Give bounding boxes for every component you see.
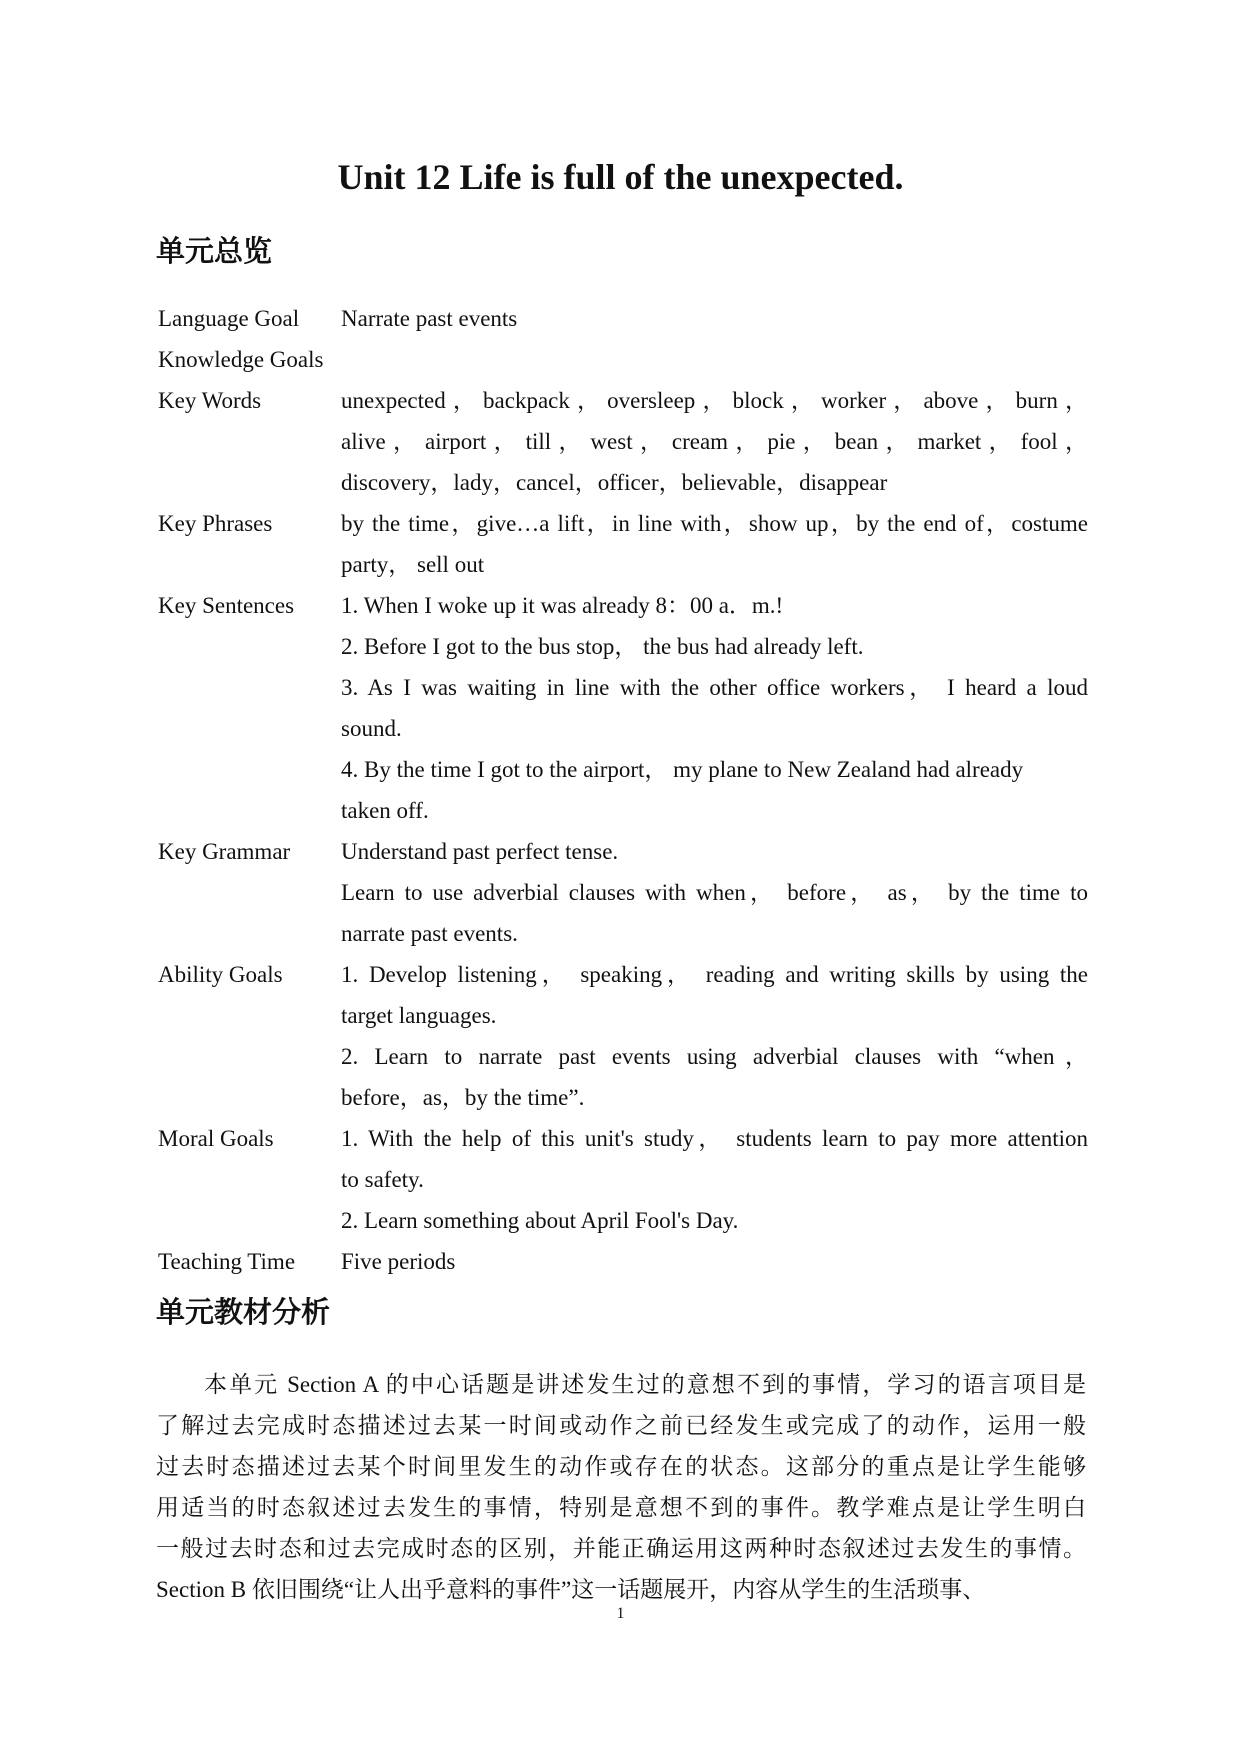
paragraph-line: 一般过去时态和过去完成时态的区别，并能正确运用这两种时态叙述过去发生的事情。	[156, 1536, 1086, 1561]
goal-value	[341, 503, 1088, 585]
goal-label: Key Phrases	[158, 511, 273, 536]
goal-line: sound.	[341, 716, 402, 741]
goal-line: 1. With the help of this unit's study， students learn to pay more attention	[341, 1126, 1088, 1151]
goal-value	[341, 831, 1088, 954]
goal-line: 4. By the time I got to the airport， my plane to New Zealand had already	[341, 757, 1024, 782]
goal-line: Five periods	[341, 1249, 456, 1274]
goal-line: target languages.	[341, 1003, 497, 1028]
goal-row	[158, 298, 1088, 339]
goal-line: by the time，give…a lift，in line with，show up，by the end of，costume	[341, 511, 1088, 536]
goal-row	[158, 831, 1088, 954]
goal-label: Moral Goals	[158, 1126, 274, 1151]
paragraph-line: Section B 依旧围绕“让人出乎意料的事件”这一话题展开，内容从学生的生活琐事、	[156, 1577, 986, 1602]
goal-label: Ability Goals	[158, 962, 283, 987]
goal-line: to safety.	[341, 1167, 424, 1192]
goal-line: 2. Learn to narrate past events using adverbial clauses with “when，	[341, 1044, 1088, 1069]
goal-line: Learn to use adverbial clauses with when， before， as， by the time to	[341, 880, 1088, 905]
goal-line: Narrate past events	[341, 306, 518, 331]
goal-value	[341, 1241, 1088, 1282]
goal-line: 1. When I woke up it was already 8：00 a．m.!	[341, 593, 784, 618]
section-heading-analysis: 单元教材分析	[156, 1295, 331, 1329]
goal-label: Key Sentences	[158, 593, 295, 618]
goal-label: Teaching Time	[158, 1249, 296, 1274]
goal-row	[158, 380, 1088, 503]
goal-value	[341, 1118, 1088, 1241]
goal-line: 2. Before I got to the bus stop， the bus had already left.	[341, 634, 864, 659]
goal-row	[158, 1118, 1088, 1241]
paragraph-line: 过去时态描述过去某个时间里发生的动作或存在的状态。这部分的重点是让学生能够	[156, 1454, 1086, 1479]
goal-line: discovery，lady，cancel，officer，believable，disappear	[341, 470, 888, 495]
goal-row	[158, 339, 1088, 380]
goal-line: alive ， airport ， till ， west ， cream ， pie ， bean ， market ， fool ，	[341, 429, 1088, 454]
paragraph-line: 了解过去完成时态描述过去某一时间或动作之前已经发生或完成了的动作，运用一般	[156, 1413, 1086, 1438]
goal-line: unexpected，backpack，oversleep，block，worker，above，burn，	[341, 388, 1088, 413]
goal-row	[158, 585, 1088, 831]
section-heading-overview: 单元总览	[156, 234, 273, 268]
goal-line: 3. As I was waiting in line with the other office workers， I heard a loud	[341, 675, 1088, 700]
unit-title: Unit 12 Life is full of the unexpected.	[337, 157, 904, 197]
paragraph-line: 本单元 Section A 的中心话题是讲述发生过的意想不到的事情，学习的语言项目是	[204, 1372, 1086, 1397]
goal-label: Language Goal	[158, 306, 300, 331]
goal-value	[341, 298, 1088, 339]
goal-line: 2. Learn something about April Fool's Day.	[341, 1208, 739, 1233]
goal-value	[341, 339, 1088, 380]
analysis-paragraph	[156, 1364, 1086, 1610]
goal-line: before，as，by the time”.	[341, 1085, 585, 1110]
goal-value	[341, 585, 1088, 831]
goal-value	[341, 380, 1088, 503]
paragraph-line: 用适当的时态叙述过去发生的事情，特别是意想不到的事件。教学难点是让学生明白	[156, 1495, 1086, 1520]
goal-row	[158, 503, 1088, 585]
goal-label: Knowledge Goals	[158, 347, 324, 372]
goal-line: narrate past events.	[341, 921, 518, 946]
goal-label: Key Grammar	[158, 839, 291, 864]
goal-line: taken off.	[341, 798, 429, 823]
goal-line: party， sell out	[341, 552, 485, 577]
goal-line: Understand past perfect tense.	[341, 839, 619, 864]
goal-row	[158, 954, 1088, 1118]
goal-value	[341, 954, 1088, 1118]
page-number: 1	[616, 1605, 625, 1622]
goal-row	[158, 1241, 1088, 1282]
goal-line: 1. Develop listening， speaking， reading and writing skills by using the	[341, 962, 1088, 987]
goal-label: Key Words	[158, 388, 262, 413]
goals-table	[158, 298, 1088, 1282]
